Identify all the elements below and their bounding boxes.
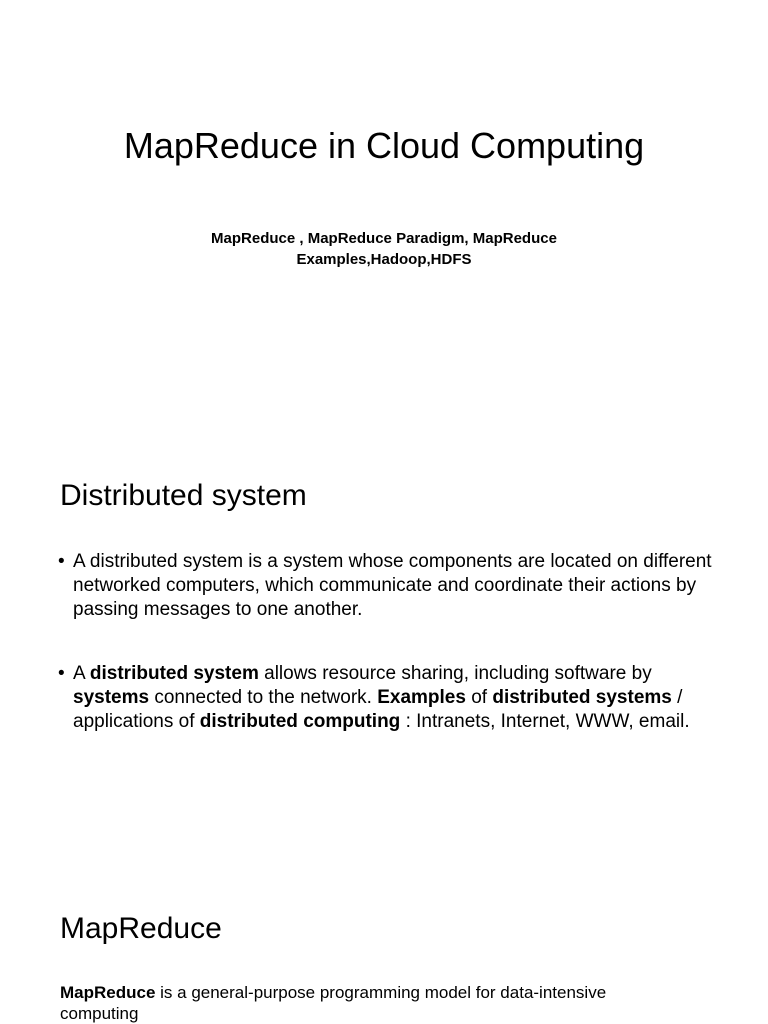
text-run: / applications of — [73, 687, 683, 732]
bold-run: MapReduce — [60, 983, 156, 1002]
bullet-icon: • — [58, 551, 65, 572]
text-run: connected to the network. — [149, 687, 378, 708]
text-run: : Intranets, Internet, WWW, email. — [400, 711, 690, 732]
subtitle-line-2: Examples,Hadoop,HDFS — [296, 251, 472, 268]
bold-run: systems — [73, 687, 150, 708]
page-title: MapReduce in Cloud Computing — [123, 125, 645, 166]
bold-run: Examples — [377, 687, 466, 708]
bold-run: distributed computing — [199, 711, 401, 732]
text-run: of — [465, 687, 493, 708]
section-heading-mapreduce: MapReduce — [60, 912, 222, 945]
bold-run: distributed system — [89, 663, 259, 684]
text-run: allows resource sharing, including software by — [258, 663, 652, 684]
bold-run: distributed systems — [492, 687, 672, 708]
bullet-icon: • — [58, 663, 65, 684]
text-run: is a general-purpose programming model for data-intensive computing — [60, 983, 607, 1023]
subtitle-line-1: MapReduce , MapReduce Paradigm, MapReduce — [211, 230, 557, 247]
section-heading-distributed-system: Distributed system — [60, 479, 307, 512]
text-run: A — [73, 663, 90, 684]
mapreduce-description — [60, 982, 620, 1024]
bullet-text: A distributed system is a system whose components are located on different networked computers, which communicate and coordinate their actions by passing messages to one another. — [73, 551, 712, 620]
